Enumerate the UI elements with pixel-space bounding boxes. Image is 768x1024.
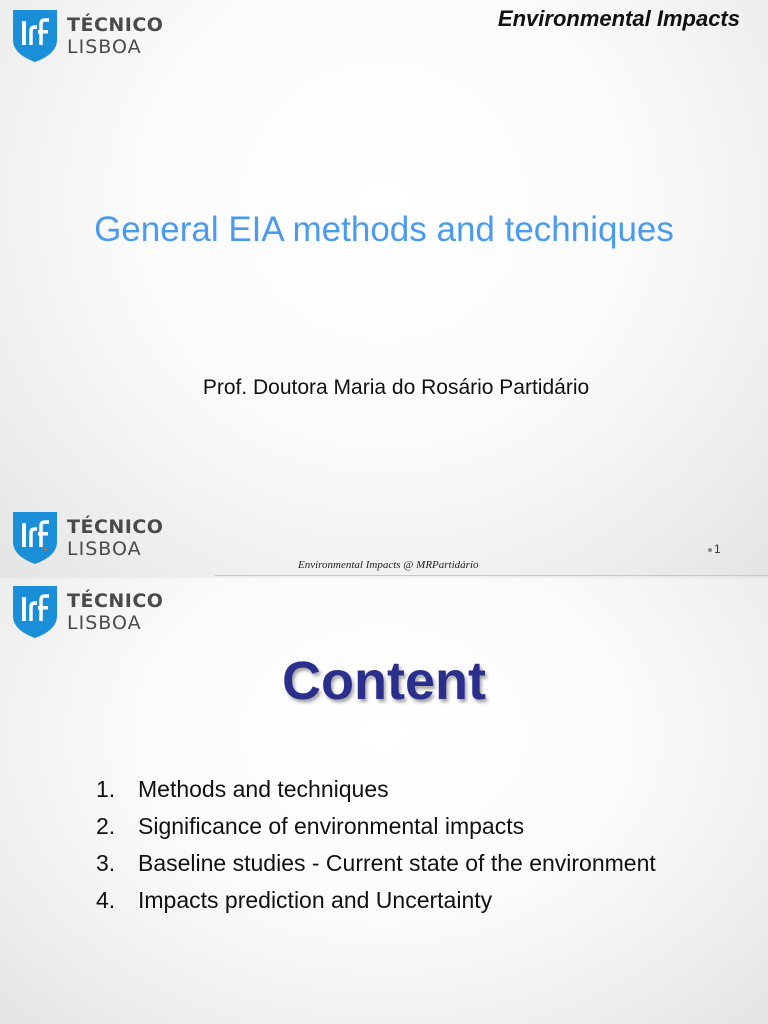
logo-line-2: LISBOA xyxy=(67,35,142,58)
bullet-dot xyxy=(44,548,48,552)
ist-shield-logo-icon xyxy=(13,512,57,564)
footer-divider xyxy=(215,575,768,576)
page-bullet-icon xyxy=(708,548,712,552)
logo-line-2: LISBOA xyxy=(67,611,142,634)
list-item xyxy=(96,811,656,848)
logo-line-1: TÉCNICO xyxy=(67,13,164,36)
slide-2 xyxy=(0,578,768,1024)
ist-shield-logo-icon xyxy=(13,10,57,62)
header-title: Environmental Impacts xyxy=(497,6,740,31)
footer-logo xyxy=(13,512,163,564)
page-number xyxy=(708,542,721,556)
list-item-number: 2. xyxy=(96,813,116,839)
list-item-number: 4. xyxy=(96,887,116,913)
slide-title: General EIA methods and techniques xyxy=(94,210,674,249)
ist-shield-logo-icon xyxy=(13,586,57,638)
content-list xyxy=(96,774,656,922)
content-title: Content xyxy=(282,651,486,711)
footer-logo-line-1: TÉCNICO xyxy=(67,515,164,538)
logo-line-1: TÉCNICO xyxy=(67,589,164,612)
tecnico-lisboa-logo xyxy=(13,586,163,638)
list-item-number: 3. xyxy=(96,850,116,876)
tecnico-lisboa-logo xyxy=(13,10,163,62)
list-item xyxy=(96,774,656,811)
list-item xyxy=(96,848,656,885)
list-item-number: 1. xyxy=(96,776,116,802)
footer-text: Environmental Impacts @ MRPartidário xyxy=(298,559,479,571)
list-item-text: Baseline studies - Current state of the environment xyxy=(138,850,656,876)
footer-logo-line-2: LISBOA xyxy=(67,537,142,560)
author-name: Prof. Doutora Maria do Rosário Partidário xyxy=(202,376,590,399)
list-item-text: Impacts prediction and Uncertainty xyxy=(138,887,493,913)
list-item-text: Methods and techniques xyxy=(138,776,389,802)
list-item xyxy=(96,885,656,922)
list-item-text: Significance of environmental impacts xyxy=(138,813,525,839)
page-number-value: 1 xyxy=(714,542,721,556)
